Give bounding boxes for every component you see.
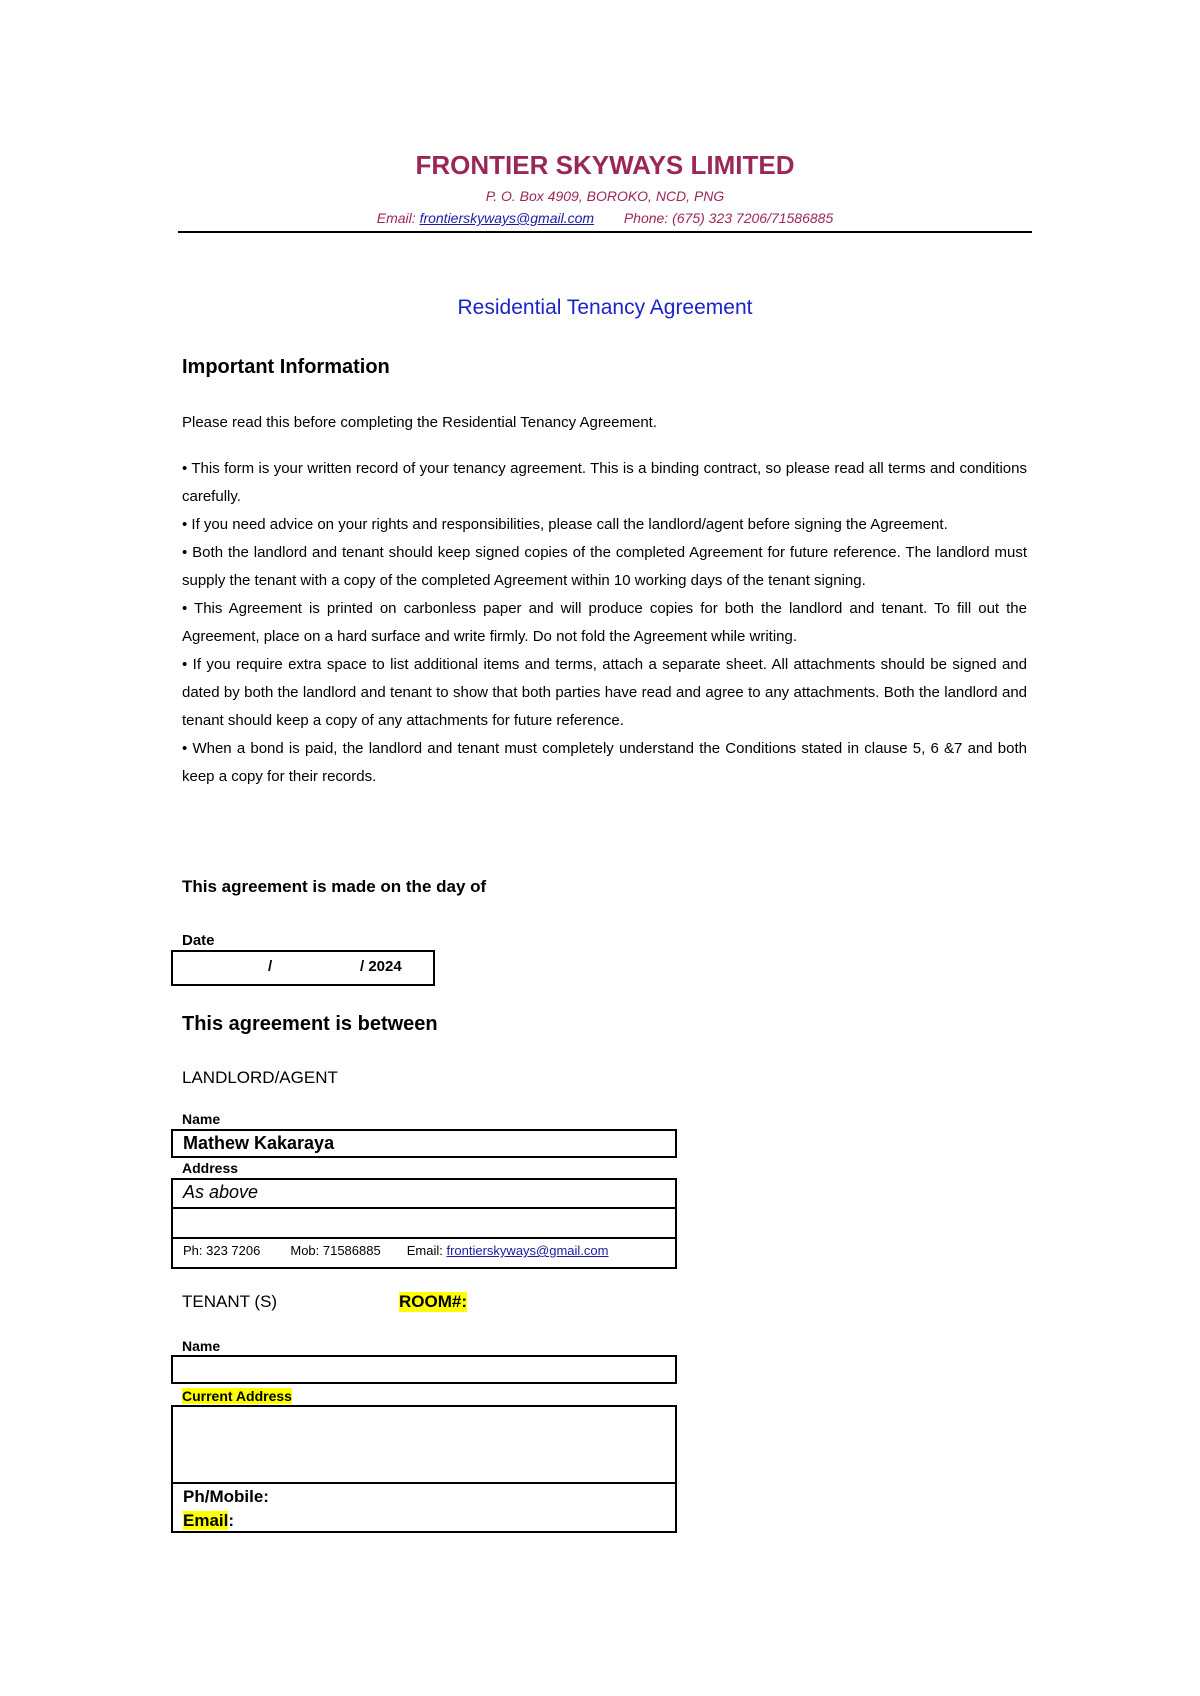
agreement-made-on: This agreement is made on the day of [182,877,487,896]
date-separator: / [268,958,273,975]
landlord-address-row-blank [173,1209,675,1239]
document-title: Residential Tenancy Agreement [457,296,753,319]
bullet-item: • When a bond is paid, the landlord and tenant must completely understand the Conditions stated in clause 5, 6 &7 and both keep a copy for their records. [182,740,1027,785]
landlord-address-field[interactable] [171,1178,677,1269]
landlord-address-label: Address [182,1160,239,1176]
date-year: / 2024 [360,958,402,975]
bullet-item: • This Agreement is printed on carbonless paper and will produce copies for both the landlord and tenant. To fill out the Agreement, place on a hard surface and write firmly. Do not fold the Agreement while writing. [182,600,1027,645]
important-heading: Important Information [182,356,390,378]
tenant-current-address-label: Current Address [182,1388,292,1404]
company-phone: Phone: (675) 323 7206/71586885 [623,210,834,226]
header-divider [178,231,1032,233]
landlord-heading: LANDLORD/AGENT [182,1068,338,1087]
email-label: Email: [376,210,416,226]
tenant-address-field[interactable] [171,1405,677,1533]
landlord-contact-row [183,1243,608,1258]
company-email-link[interactable]: frontierskyways@gmail.com [419,210,595,226]
landlord-address-row [173,1180,675,1209]
landlord-name-value: Mathew Kakaraya [183,1133,335,1153]
landlord-name-label: Name [182,1111,221,1127]
tenant-email-label: Email [183,1511,229,1530]
company-contact [0,210,1200,226]
room-number-label: ROOM#: [399,1292,467,1311]
landlord-email-link[interactable]: frontierskyways@gmail.com [446,1243,609,1258]
date-label: Date [182,932,215,949]
landlord-address-value: As above [183,1182,259,1202]
company-name: FRONTIER SKYWAYS LIMITED [415,150,795,180]
tenant-ph-mobile-label: Ph/Mobile: [183,1487,269,1506]
important-bullets [182,455,1027,791]
tenant-email-colon: : [228,1511,235,1530]
landlord-email-label: Email: [406,1243,443,1258]
bullet-item: • If you require extra space to list additional items and terms, attach a separate sheet. All attachments should be signed and dated by both the landlord and tenant to show that both parties have read and agree to any attachments. Both the landlord and tenant should keep a copy of any attachments for future reference. [182,656,1027,729]
tenant-name-label: Name [182,1338,221,1354]
tenant-name-field[interactable] [171,1355,677,1384]
agreement-between-heading: This agreement is between [182,1013,438,1035]
landlord-name-field[interactable] [171,1129,677,1158]
tenant-address-area[interactable] [173,1407,675,1484]
important-intro: Please read this before completing the Residential Tenancy Agreement. [182,414,658,431]
landlord-mobile: Mob: 71586885 [290,1243,381,1258]
bullet-item: • This form is your written record of your tenancy agreement. This is a binding contract, so please read all terms and conditions carefully. [182,460,1027,505]
landlord-phone: Ph: 323 7206 [183,1243,261,1258]
bullet-item: • Both the landlord and tenant should keep signed copies of the completed Agreement for future reference. The landlord must supply the tenant with a copy of the completed Agreement within 10 working days of the tenant signing. [182,544,1027,589]
bullet-item: • If you need advice on your rights and responsibilities, please call the landlord/agent before signing the Agreement. [182,516,948,533]
company-address: P. O. Box 4909, BOROKO, NCD, PNG [485,188,725,204]
tenant-email-row [183,1511,234,1531]
tenant-heading: TENANT (S) [182,1292,278,1311]
date-field[interactable] [171,950,435,986]
